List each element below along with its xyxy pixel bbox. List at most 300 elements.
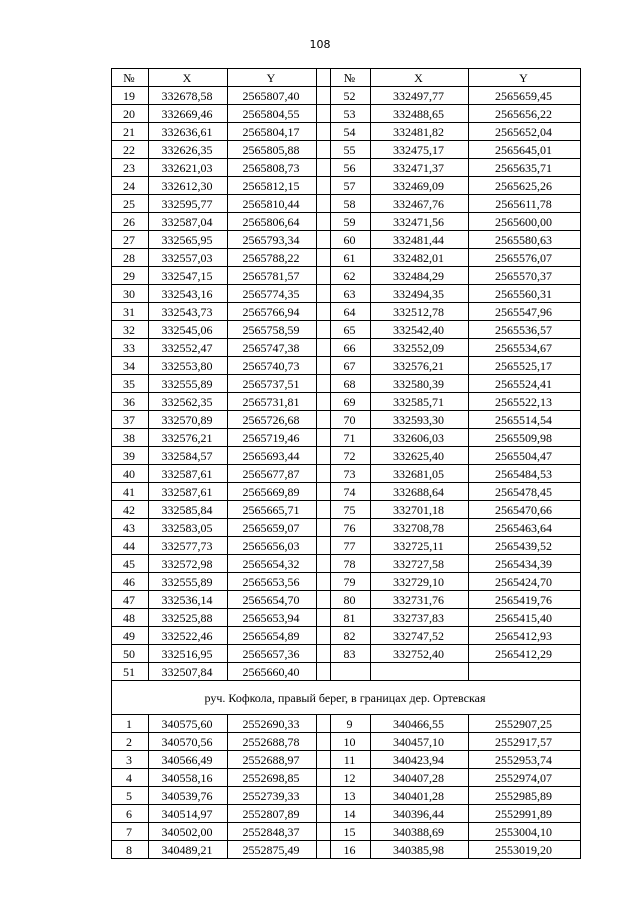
- point-number: 11: [331, 751, 371, 769]
- column-gap: [317, 823, 331, 841]
- x-coordinate: 332678,58: [149, 87, 228, 105]
- point-number: 80: [331, 591, 371, 609]
- point-number: 79: [331, 573, 371, 591]
- x-coordinate: 332543,73: [149, 303, 228, 321]
- point-number: 40: [112, 465, 149, 483]
- table-row: [112, 303, 581, 321]
- x-coordinate: 332584,57: [149, 447, 228, 465]
- column-gap: [317, 627, 331, 645]
- point-number: 44: [112, 537, 149, 555]
- y-coordinate: 2552688,97: [228, 751, 317, 769]
- point-number: 45: [112, 555, 149, 573]
- table-row: [112, 393, 581, 411]
- column-gap: [317, 841, 331, 859]
- y-coordinate: 2565677,87: [228, 465, 317, 483]
- table-row: [112, 823, 581, 841]
- x-coordinate: 332587,04: [149, 213, 228, 231]
- x-coordinate: 332593,30: [371, 411, 469, 429]
- point-number: 28: [112, 249, 149, 267]
- point-number: 46: [112, 573, 149, 591]
- point-number: 63: [331, 285, 371, 303]
- x-coordinate: 332494,35: [371, 285, 469, 303]
- point-number: 27: [112, 231, 149, 249]
- point-number: 23: [112, 159, 149, 177]
- point-number: 73: [331, 465, 371, 483]
- table-row: [112, 663, 581, 681]
- y-coordinate: 2552875,49: [228, 841, 317, 859]
- point-number: 61: [331, 249, 371, 267]
- x-coordinate: 332577,73: [149, 537, 228, 555]
- column-gap: [317, 159, 331, 177]
- y-coordinate: 2565470,66: [469, 501, 581, 519]
- y-coordinate: 2565654,70: [228, 591, 317, 609]
- y-coordinate: 2552974,07: [469, 769, 581, 787]
- x-coordinate: 332585,84: [149, 501, 228, 519]
- table-row: [112, 177, 581, 195]
- point-number: 19: [112, 87, 149, 105]
- y-coordinate: 2565812,15: [228, 177, 317, 195]
- y-coordinate: 2565653,56: [228, 573, 317, 591]
- point-number: 35: [112, 375, 149, 393]
- x-coordinate: 332516,95: [149, 645, 228, 663]
- table-row: [112, 609, 581, 627]
- y-coordinate: 2565652,04: [469, 123, 581, 141]
- point-number: 33: [112, 339, 149, 357]
- column-gap: [317, 519, 331, 537]
- y-coordinate: 2552953,74: [469, 751, 581, 769]
- table-row: [112, 267, 581, 285]
- point-number: 43: [112, 519, 149, 537]
- section-title: руч. Кофкола, правый берег, в границах дер. Ортевская: [112, 681, 581, 715]
- point-number: 65: [331, 321, 371, 339]
- y-coordinate: 2565434,39: [469, 555, 581, 573]
- x-coordinate: 340575,60: [149, 715, 228, 733]
- point-number: 62: [331, 267, 371, 285]
- point-number: 68: [331, 375, 371, 393]
- point-number: [331, 663, 371, 681]
- y-coordinate: 2565424,70: [469, 573, 581, 591]
- y-coordinate: 2565806,64: [228, 213, 317, 231]
- header-row: [112, 69, 581, 87]
- table-row: [112, 249, 581, 267]
- column-gap: [317, 573, 331, 591]
- y-coordinate: 2565412,93: [469, 627, 581, 645]
- x-coordinate: 332565,95: [149, 231, 228, 249]
- table-row: [112, 483, 581, 501]
- point-number: 71: [331, 429, 371, 447]
- x-coordinate: 332555,89: [149, 375, 228, 393]
- x-coordinate: 332737,83: [371, 609, 469, 627]
- x-coordinate: 332747,52: [371, 627, 469, 645]
- point-number: 58: [331, 195, 371, 213]
- column-gap: [317, 787, 331, 805]
- page-number: 108: [309, 38, 331, 51]
- column-gap: [317, 123, 331, 141]
- y-coordinate: 2565463,64: [469, 519, 581, 537]
- y-coordinate: 2565580,63: [469, 231, 581, 249]
- point-number: 78: [331, 555, 371, 573]
- y-coordinate: 2565804,55: [228, 105, 317, 123]
- point-number: 52: [331, 87, 371, 105]
- column-gap: [317, 105, 331, 123]
- table-row: [112, 87, 581, 105]
- y-coordinate: 2565504,47: [469, 447, 581, 465]
- point-number: 64: [331, 303, 371, 321]
- table-row: [112, 465, 581, 483]
- y-coordinate: 2565534,67: [469, 339, 581, 357]
- point-number: 10: [331, 733, 371, 751]
- x-coordinate: 332497,77: [371, 87, 469, 105]
- y-coordinate: 2565600,00: [469, 213, 581, 231]
- x-coordinate: 332467,76: [371, 195, 469, 213]
- column-gap: [317, 213, 331, 231]
- y-coordinate: 2565805,88: [228, 141, 317, 159]
- point-number: 7: [112, 823, 149, 841]
- x-coordinate: 332543,16: [149, 285, 228, 303]
- column-gap: [317, 249, 331, 267]
- point-number: 74: [331, 483, 371, 501]
- x-coordinate: 340570,56: [149, 733, 228, 751]
- table-row: [112, 411, 581, 429]
- column-gap: [317, 141, 331, 159]
- x-coordinate: 332626,35: [149, 141, 228, 159]
- table-row: [112, 339, 581, 357]
- x-coordinate: 332482,01: [371, 249, 469, 267]
- x-coordinate: 332469,09: [371, 177, 469, 195]
- x-coordinate: 332542,40: [371, 321, 469, 339]
- x-coordinate: 332731,76: [371, 591, 469, 609]
- table-row: [112, 537, 581, 555]
- y-coordinate: [469, 663, 581, 681]
- x-coordinate: 332625,40: [371, 447, 469, 465]
- y-coordinate: 2565635,71: [469, 159, 581, 177]
- point-number: 3: [112, 751, 149, 769]
- x-coordinate: 332481,82: [371, 123, 469, 141]
- x-coordinate: 332580,39: [371, 375, 469, 393]
- point-number: 60: [331, 231, 371, 249]
- y-coordinate: 2565653,94: [228, 609, 317, 627]
- x-coordinate: 332562,35: [149, 393, 228, 411]
- x-coordinate: 332729,10: [371, 573, 469, 591]
- point-number: 22: [112, 141, 149, 159]
- header-y-right: Y: [469, 69, 581, 87]
- point-number: 81: [331, 609, 371, 627]
- y-coordinate: 2553004,10: [469, 823, 581, 841]
- table-row: [112, 805, 581, 823]
- point-number: 72: [331, 447, 371, 465]
- point-number: 83: [331, 645, 371, 663]
- column-gap: [317, 483, 331, 501]
- point-number: 77: [331, 537, 371, 555]
- point-number: 54: [331, 123, 371, 141]
- point-number: 57: [331, 177, 371, 195]
- y-coordinate: 2565804,17: [228, 123, 317, 141]
- x-coordinate: 340401,28: [371, 787, 469, 805]
- column-gap: [317, 177, 331, 195]
- y-coordinate: 2552807,89: [228, 805, 317, 823]
- point-number: 8: [112, 841, 149, 859]
- table-row: [112, 213, 581, 231]
- y-coordinate: 2565412,29: [469, 645, 581, 663]
- column-gap: [317, 357, 331, 375]
- y-coordinate: 2565660,40: [228, 663, 317, 681]
- x-coordinate: 332552,09: [371, 339, 469, 357]
- y-coordinate: 2565522,13: [469, 393, 581, 411]
- y-coordinate: 2565737,51: [228, 375, 317, 393]
- table-row: [112, 141, 581, 159]
- y-coordinate: 2565793,34: [228, 231, 317, 249]
- y-coordinate: 2565719,46: [228, 429, 317, 447]
- y-coordinate: 2565560,31: [469, 285, 581, 303]
- y-coordinate: 2552739,33: [228, 787, 317, 805]
- table-row: [112, 733, 581, 751]
- column-gap: [317, 715, 331, 733]
- y-coordinate: 2565731,81: [228, 393, 317, 411]
- y-coordinate: 2565625,26: [469, 177, 581, 195]
- x-coordinate: [371, 663, 469, 681]
- y-coordinate: 2565807,40: [228, 87, 317, 105]
- y-coordinate: 2565576,07: [469, 249, 581, 267]
- x-coordinate: 332536,14: [149, 591, 228, 609]
- y-coordinate: 2565570,37: [469, 267, 581, 285]
- y-coordinate: 2565419,76: [469, 591, 581, 609]
- column-gap: [317, 303, 331, 321]
- y-coordinate: 2552848,37: [228, 823, 317, 841]
- x-coordinate: 332587,61: [149, 483, 228, 501]
- x-coordinate: 332471,37: [371, 159, 469, 177]
- x-coordinate: 332507,84: [149, 663, 228, 681]
- x-coordinate: 332606,03: [371, 429, 469, 447]
- point-number: 16: [331, 841, 371, 859]
- x-coordinate: 340388,69: [371, 823, 469, 841]
- y-coordinate: 2565669,89: [228, 483, 317, 501]
- point-number: 20: [112, 105, 149, 123]
- y-coordinate: 2565726,68: [228, 411, 317, 429]
- y-coordinate: 2553019,20: [469, 841, 581, 859]
- column-gap: [317, 609, 331, 627]
- header-x-left: X: [149, 69, 228, 87]
- x-coordinate: 332557,03: [149, 249, 228, 267]
- point-number: 32: [112, 321, 149, 339]
- header-y-left: Y: [228, 69, 317, 87]
- table-row: [112, 841, 581, 859]
- point-number: 9: [331, 715, 371, 733]
- y-coordinate: 2565781,57: [228, 267, 317, 285]
- x-coordinate: 340423,94: [371, 751, 469, 769]
- column-gap: [317, 69, 331, 87]
- x-coordinate: 332570,89: [149, 411, 228, 429]
- table-row: [112, 715, 581, 733]
- table-row: [112, 429, 581, 447]
- column-gap: [317, 87, 331, 105]
- point-number: 2: [112, 733, 149, 751]
- table-row: [112, 555, 581, 573]
- x-coordinate: 340502,00: [149, 823, 228, 841]
- point-number: 51: [112, 663, 149, 681]
- y-coordinate: 2565665,71: [228, 501, 317, 519]
- table-row: [112, 751, 581, 769]
- point-number: 76: [331, 519, 371, 537]
- table-row: [112, 231, 581, 249]
- y-coordinate: 2565659,07: [228, 519, 317, 537]
- y-coordinate: 2565657,36: [228, 645, 317, 663]
- x-coordinate: 332708,78: [371, 519, 469, 537]
- column-gap: [317, 375, 331, 393]
- x-coordinate: 340566,49: [149, 751, 228, 769]
- y-coordinate: 2565547,96: [469, 303, 581, 321]
- x-coordinate: 332484,29: [371, 267, 469, 285]
- y-coordinate: 2565415,40: [469, 609, 581, 627]
- column-gap: [317, 231, 331, 249]
- point-number: 13: [331, 787, 371, 805]
- column-gap: [317, 645, 331, 663]
- section-title-row: [112, 681, 581, 715]
- column-gap: [317, 195, 331, 213]
- y-coordinate: 2565774,35: [228, 285, 317, 303]
- y-coordinate: 2565808,73: [228, 159, 317, 177]
- point-number: 29: [112, 267, 149, 285]
- x-coordinate: 332576,21: [371, 357, 469, 375]
- y-coordinate: 2565747,38: [228, 339, 317, 357]
- table-row: [112, 447, 581, 465]
- x-coordinate: 332488,65: [371, 105, 469, 123]
- x-coordinate: 332552,47: [149, 339, 228, 357]
- x-coordinate: 332522,46: [149, 627, 228, 645]
- y-coordinate: 2552991,89: [469, 805, 581, 823]
- x-coordinate: 340489,21: [149, 841, 228, 859]
- x-coordinate: 332475,17: [371, 141, 469, 159]
- y-coordinate: 2565788,22: [228, 249, 317, 267]
- x-coordinate: 332701,18: [371, 501, 469, 519]
- y-coordinate: 2565525,17: [469, 357, 581, 375]
- x-coordinate: 332547,15: [149, 267, 228, 285]
- table-row: [112, 573, 581, 591]
- point-number: 6: [112, 805, 149, 823]
- header-no-left: №: [112, 69, 149, 87]
- column-gap: [317, 321, 331, 339]
- x-coordinate: 332595,77: [149, 195, 228, 213]
- point-number: 53: [331, 105, 371, 123]
- y-coordinate: 2565484,53: [469, 465, 581, 483]
- x-coordinate: 332572,98: [149, 555, 228, 573]
- column-gap: [317, 591, 331, 609]
- y-coordinate: 2565514,54: [469, 411, 581, 429]
- point-number: 14: [331, 805, 371, 823]
- column-gap: [317, 663, 331, 681]
- x-coordinate: 340457,10: [371, 733, 469, 751]
- point-number: 5: [112, 787, 149, 805]
- x-coordinate: 332553,80: [149, 357, 228, 375]
- column-gap: [317, 411, 331, 429]
- table-row: [112, 195, 581, 213]
- y-coordinate: 2565524,41: [469, 375, 581, 393]
- x-coordinate: 340396,44: [371, 805, 469, 823]
- y-coordinate: 2552688,78: [228, 733, 317, 751]
- x-coordinate: 332727,58: [371, 555, 469, 573]
- point-number: 1: [112, 715, 149, 733]
- x-coordinate: 332545,06: [149, 321, 228, 339]
- column-gap: [317, 465, 331, 483]
- column-gap: [317, 805, 331, 823]
- x-coordinate: 332681,05: [371, 465, 469, 483]
- x-coordinate: 332555,89: [149, 573, 228, 591]
- y-coordinate: 2565439,52: [469, 537, 581, 555]
- y-coordinate: 2565656,22: [469, 105, 581, 123]
- point-number: 75: [331, 501, 371, 519]
- column-gap: [317, 555, 331, 573]
- y-coordinate: 2565766,94: [228, 303, 317, 321]
- x-coordinate: 332725,11: [371, 537, 469, 555]
- point-number: 56: [331, 159, 371, 177]
- column-gap: [317, 501, 331, 519]
- y-coordinate: 2565656,03: [228, 537, 317, 555]
- x-coordinate: 340466,55: [371, 715, 469, 733]
- point-number: 25: [112, 195, 149, 213]
- y-coordinate: 2565758,59: [228, 321, 317, 339]
- x-coordinate: 340558,16: [149, 769, 228, 787]
- x-coordinate: 332587,61: [149, 465, 228, 483]
- point-number: 55: [331, 141, 371, 159]
- point-number: 24: [112, 177, 149, 195]
- y-coordinate: 2565536,57: [469, 321, 581, 339]
- point-number: 26: [112, 213, 149, 231]
- header-no-right: №: [331, 69, 371, 87]
- y-coordinate: 2552917,57: [469, 733, 581, 751]
- point-number: 47: [112, 591, 149, 609]
- point-number: 34: [112, 357, 149, 375]
- x-coordinate: 332481,44: [371, 231, 469, 249]
- x-coordinate: 332512,78: [371, 303, 469, 321]
- table-row: [112, 501, 581, 519]
- point-number: 15: [331, 823, 371, 841]
- x-coordinate: 332525,88: [149, 609, 228, 627]
- column-gap: [317, 537, 331, 555]
- point-number: 70: [331, 411, 371, 429]
- header-x-right: X: [371, 69, 469, 87]
- x-coordinate: 332585,71: [371, 393, 469, 411]
- column-gap: [317, 733, 331, 751]
- point-number: 4: [112, 769, 149, 787]
- y-coordinate: 2565611,78: [469, 195, 581, 213]
- point-number: 59: [331, 213, 371, 231]
- table-row: [112, 159, 581, 177]
- x-coordinate: 332471,56: [371, 213, 469, 231]
- column-gap: [317, 393, 331, 411]
- x-coordinate: 340385,98: [371, 841, 469, 859]
- table-row: [112, 645, 581, 663]
- table-row: [112, 105, 581, 123]
- x-coordinate: 332669,46: [149, 105, 228, 123]
- y-coordinate: 2565659,45: [469, 87, 581, 105]
- point-number: 41: [112, 483, 149, 501]
- point-number: 12: [331, 769, 371, 787]
- x-coordinate: 332688,64: [371, 483, 469, 501]
- table-row: [112, 519, 581, 537]
- x-coordinate: 332636,61: [149, 123, 228, 141]
- table-row: [112, 627, 581, 645]
- y-coordinate: 2552985,89: [469, 787, 581, 805]
- table-row: [112, 123, 581, 141]
- y-coordinate: 2565654,89: [228, 627, 317, 645]
- x-coordinate: 332752,40: [371, 645, 469, 663]
- x-coordinate: 340539,76: [149, 787, 228, 805]
- y-coordinate: 2565693,44: [228, 447, 317, 465]
- table-row: [112, 321, 581, 339]
- x-coordinate: 340514,97: [149, 805, 228, 823]
- x-coordinate: 332621,03: [149, 159, 228, 177]
- table-row: [112, 285, 581, 303]
- y-coordinate: 2552690,33: [228, 715, 317, 733]
